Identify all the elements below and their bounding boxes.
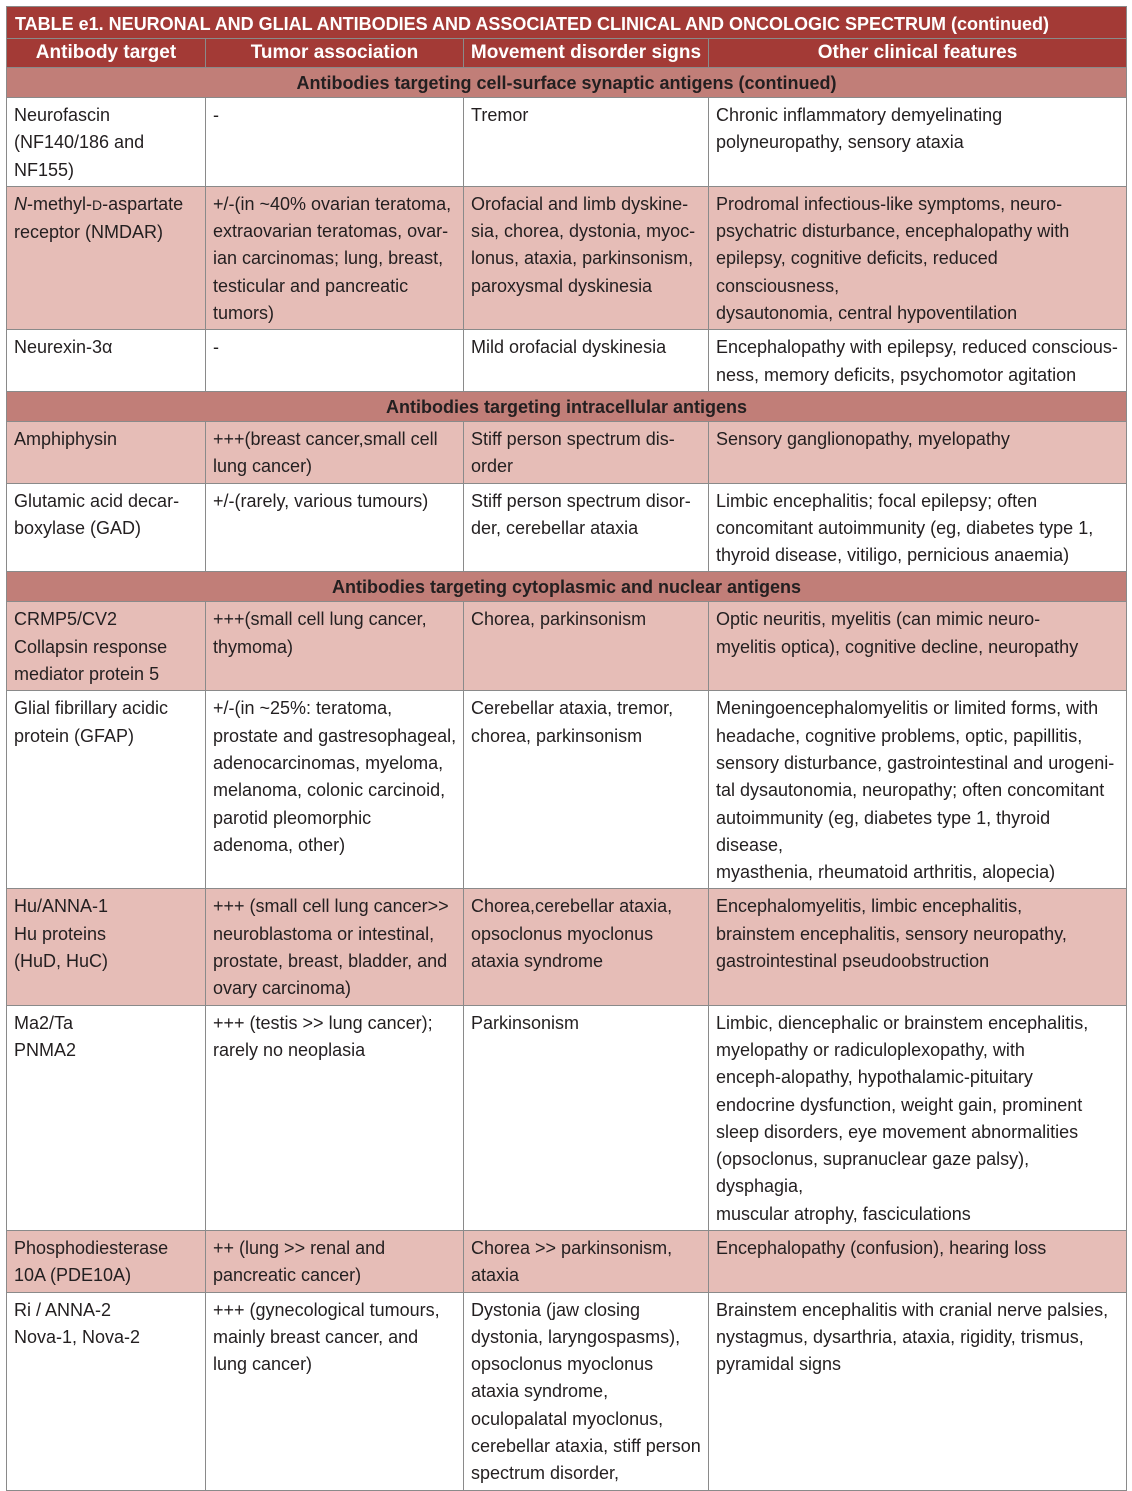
cell-line: adenocarcinomas, myeloma, xyxy=(213,752,444,773)
cell-line: +++ (testis >> lung cancer); xyxy=(213,1012,433,1033)
cell-line: - xyxy=(213,105,219,125)
cell-line: dystonia, laryngospasms), xyxy=(471,1326,681,1347)
table-container xyxy=(6,6,1126,1491)
table-title: TABLE e1. NEURONAL AND GLIAL ANTIBODIES AND ASSOCIATED CLINICAL AND ONCOLOGIC SPECTRUM (continued) xyxy=(7,7,1127,39)
cell-line: Parkinsonism xyxy=(471,1012,580,1033)
cell-movement-signs xyxy=(464,889,709,1005)
cell-line: sia, chorea, dystonia, myoc- xyxy=(471,221,696,242)
cell-line: melanoma, colonic carcinoid, xyxy=(213,780,446,801)
cell-antibody-target xyxy=(7,1230,206,1292)
cell-tumor-association xyxy=(206,602,464,691)
cell-tumor-association xyxy=(206,330,464,392)
cell-line: myasthenia, rheumatoid arthritis, alopecia) xyxy=(716,862,1056,883)
cell-tumor-association xyxy=(206,889,464,1005)
cell-line: rarely no neoplasia xyxy=(213,1039,366,1060)
cell-line: prostate, breast, bladder, and xyxy=(213,951,448,972)
cell-movement-signs xyxy=(464,602,709,691)
cell-line: concomitant autoimmunity (eg, diabetes type 1, xyxy=(716,517,1094,538)
cell-line: pyramidal signs xyxy=(716,1354,842,1375)
cell-line: Phosphodiesterase xyxy=(14,1237,169,1258)
cell-antibody-target xyxy=(7,889,206,1005)
cell-line: lonus, ataxia, parkinsonism, xyxy=(471,248,694,269)
cell-line: mediator protein 5 xyxy=(14,664,160,685)
cell-line: 10A (PDE10A) xyxy=(14,1265,132,1286)
cell-line: ++ (lung >> renal and xyxy=(213,1237,386,1258)
cell-line: prostate and gastresophageal, xyxy=(213,725,457,746)
cell-line: Stiff person spectrum dis- xyxy=(471,428,675,449)
cell-line: myelitis optica), cognitive decline, neuropathy xyxy=(716,636,1079,657)
cell-line: receptor (NMDAR) xyxy=(14,222,164,243)
cell-tumor-association xyxy=(206,1292,464,1490)
cell-line: enceph-alopathy, hypothalamic-pituitary xyxy=(716,1067,1033,1088)
header-other-clinical-features: Other clinical features xyxy=(709,39,1127,68)
cell-line: ian carcinomas; lung, breast, xyxy=(213,248,444,269)
cell-line: gastrointestinal pseudoobstruction xyxy=(716,951,990,972)
section-row xyxy=(7,68,1127,98)
cell-line: mainly breast cancer, and xyxy=(213,1326,419,1347)
cell-line: adenoma, other) xyxy=(213,834,346,855)
cell-other-features xyxy=(709,889,1127,1005)
cell-line: Encephalopathy with epilepsy, reduced conscious- xyxy=(716,337,1118,358)
section-row xyxy=(7,572,1127,602)
cell-line: headache, cognitive problems, optic, papillitis, xyxy=(716,725,1083,746)
cell-line: Limbic encephalitis; focal epilepsy; often xyxy=(716,490,1038,511)
cell-line: (HuD, HuC) xyxy=(14,951,109,972)
table-row-nmdar xyxy=(7,186,1127,329)
cell-line: psychatric disturbance, encephalopathy with xyxy=(716,221,1070,242)
cell-antibody-target xyxy=(7,1292,206,1490)
cell-line: +/-(in ~25%: teratoma, xyxy=(213,698,393,719)
cell-tumor-association xyxy=(206,691,464,889)
cell-line: endocrine dysfunction, weight gain, prominent xyxy=(716,1094,1083,1115)
table-row-neurexin xyxy=(7,330,1127,392)
cell-line: oculopalatal myoclonus, xyxy=(471,1408,664,1429)
cell-antibody-target xyxy=(7,421,206,483)
table-row-ma2 xyxy=(7,1005,1127,1230)
cell-text-smallcaps: D xyxy=(92,196,103,213)
cell-line: der, cerebellar ataxia xyxy=(471,517,639,538)
cell-line: pancreatic cancer) xyxy=(213,1265,362,1286)
cell-tumor-association xyxy=(206,1005,464,1230)
cell-antibody-target xyxy=(7,602,206,691)
table-row-hu xyxy=(7,889,1127,1005)
cell-line: Collapsin response xyxy=(14,636,168,657)
cell-movement-signs xyxy=(464,691,709,889)
cell-line: tal dysautonomia, neuropathy; often concomitant xyxy=(716,780,1105,801)
cell-tumor-association xyxy=(206,483,464,572)
cell-line: - xyxy=(213,337,219,358)
cell-line: epilepsy, cognitive deficits, reduced consciousness, xyxy=(716,248,998,296)
cell-line: (NF140/186 and NF155) xyxy=(14,132,145,180)
cell-line: extraovarian teratomas, ovar- xyxy=(213,221,449,242)
cell-movement-signs xyxy=(464,1292,709,1490)
cell-line: Encephalopathy (confusion), hearing loss xyxy=(716,1237,1047,1258)
cell-movement-signs xyxy=(464,330,709,392)
cell-line: +++(breast cancer,small cell xyxy=(213,428,438,449)
cell-tumor-association xyxy=(206,98,464,187)
cell-line: Stiff person spectrum disor- xyxy=(471,490,691,511)
cell-line: +++ (small cell lung cancer>> xyxy=(213,896,449,917)
section-cell-intracellular-antigens: Antibodies targeting intracellular antigens xyxy=(7,391,1127,421)
cell-line: CRMP5/CV2 xyxy=(14,609,118,630)
cell-line: dysautonomia, central hypoventilation xyxy=(716,303,1018,324)
cell-other-features xyxy=(709,483,1127,572)
cell-line: brainstem encephalitis, sensory neuropathy, xyxy=(716,923,1067,944)
cell-other-features xyxy=(709,691,1127,889)
cell-line: Ri / ANNA-2 xyxy=(14,1299,112,1320)
cell-line: Prodromal infectious-like symptoms, neuro- xyxy=(716,193,1063,214)
header-movement-disorder-signs: Movement disorder signs xyxy=(464,39,709,68)
cell-antibody-target xyxy=(7,691,206,889)
cell-line: tumors) xyxy=(213,303,275,324)
cell-line: opsoclonus myoclonus xyxy=(471,923,654,944)
cell-line: ataxia xyxy=(471,1265,520,1286)
cell-line: Encephalomyelitis, limbic encephalitis, xyxy=(716,896,1023,917)
cell-line: ness, memory deficits, psychomotor agitation xyxy=(716,364,1077,385)
cell-text: -methyl- xyxy=(27,193,93,214)
cell-line: Chorea >> parkinsonism, xyxy=(471,1237,673,1258)
cell-line: Amphiphysin xyxy=(14,428,118,449)
cell-line: lung cancer) xyxy=(213,1354,313,1375)
cell-line: +/-(rarely, various tumours) xyxy=(213,490,429,511)
header-tumor-association: Tumor association xyxy=(206,39,464,68)
cell-line: opsoclonus myoclonus xyxy=(471,1354,654,1375)
cell-other-features xyxy=(709,421,1127,483)
cell-line: order xyxy=(471,456,514,477)
cell-line: ovary carcinoma) xyxy=(213,978,352,999)
cell-line: Brainstem encephalitis with cranial nerve palsies, xyxy=(716,1299,1109,1320)
cell-other-features xyxy=(709,1005,1127,1230)
cell-line: Neurexin-3α xyxy=(14,337,113,358)
cell-movement-signs xyxy=(464,186,709,329)
table-row-pde10a xyxy=(7,1230,1127,1292)
cell-antibody-target xyxy=(7,483,206,572)
cell-line: thymoma) xyxy=(213,636,294,657)
cell-line: parotid pleomorphic xyxy=(213,807,372,828)
cell-line: protein (GFAP) xyxy=(14,725,135,746)
cell-other-features xyxy=(709,1292,1127,1490)
header-row xyxy=(7,39,1127,68)
cell-line: PNMA2 xyxy=(14,1039,77,1060)
table-title-row xyxy=(7,7,1127,39)
cell-line: thyroid disease, vitiligo, pernicious anaemia) xyxy=(716,545,1070,566)
cell-line: sleep disorders, eye movement abnormalities xyxy=(716,1121,1079,1142)
cell-antibody-target xyxy=(7,330,206,392)
cell-line: spectrum disorder, xyxy=(471,1463,620,1484)
cell-line: +++(small cell lung cancer, xyxy=(213,609,427,630)
cell-line: myelopathy or radiculoplexopathy, with xyxy=(716,1039,1025,1060)
cell-line: Mild orofacial dyskinesia xyxy=(471,337,667,358)
cell-other-features xyxy=(709,98,1127,187)
cell-line: muscular atrophy, fasciculations xyxy=(716,1203,971,1224)
cell-line: Chorea,cerebellar ataxia, xyxy=(471,896,673,917)
cell-antibody-target xyxy=(7,98,206,187)
cell-tumor-association xyxy=(206,186,464,329)
cell-line: Ma2/Ta xyxy=(14,1012,74,1033)
section-cell-surface-antigens: Antibodies targeting cell-surface synaptic antigens (continued) xyxy=(7,68,1127,98)
table-row-gfap xyxy=(7,691,1127,889)
cell-line: Chronic inflammatory demyelinating xyxy=(716,105,1003,125)
cell-line: +/-(in ~40% ovarian teratoma, xyxy=(213,193,452,214)
cell-line: lung cancer) xyxy=(213,456,313,477)
cell-movement-signs xyxy=(464,98,709,187)
cell-line: Orofacial and limb dyskine- xyxy=(471,193,689,214)
cell-line: Chorea, parkinsonism xyxy=(471,609,647,630)
cell-line: Cerebellar ataxia, tremor, xyxy=(471,698,674,719)
cell-line: Hu/ANNA-1 xyxy=(14,896,109,917)
cell-line: Neurofascin xyxy=(14,105,111,125)
cell-line: Tremor xyxy=(471,105,529,125)
section-row xyxy=(7,391,1127,421)
cell-antibody-target xyxy=(7,186,206,329)
cell-line: ataxia syndrome xyxy=(471,951,604,972)
cell-line: (opsoclonus, supranuclear gaze palsy), dysphagia, xyxy=(716,1149,1030,1197)
cell-line: nystagmus, dysarthria, ataxia, rigidity, trismus, xyxy=(716,1326,1084,1347)
cell-line: +++ (gynecological tumours, xyxy=(213,1299,440,1320)
cell-line: testicular and pancreatic xyxy=(213,275,409,296)
cell-line: chorea, parkinsonism xyxy=(471,725,643,746)
cell-line: Optic neuritis, myelitis (can mimic neuro- xyxy=(716,609,1041,630)
cell-other-features xyxy=(709,1230,1127,1292)
cell-antibody-target xyxy=(7,1005,206,1230)
cell-line: Sensory ganglionopathy, myelopathy xyxy=(716,428,1010,449)
cell-line: Hu proteins xyxy=(14,923,107,944)
section-cell-cytoplasmic-antigens: Antibodies targeting cytoplasmic and nuclear antigens xyxy=(7,572,1127,602)
cell-movement-signs xyxy=(464,421,709,483)
cell-other-features xyxy=(709,330,1127,392)
cell-other-features xyxy=(709,186,1127,329)
cell-line: Glial fibrillary acidic xyxy=(14,698,169,719)
cell-text: -aspartate xyxy=(102,193,184,214)
cell-movement-signs xyxy=(464,1230,709,1292)
cell-line: Dystonia (jaw closing xyxy=(471,1299,641,1320)
table-row-amphiphysin xyxy=(7,421,1127,483)
cell-movement-signs xyxy=(464,1005,709,1230)
table-row-gad xyxy=(7,483,1127,572)
cell-line: Glutamic acid decar- xyxy=(14,490,180,511)
cell-line: polyneuropathy, sensory ataxia xyxy=(716,132,964,153)
cell-text-italic: N xyxy=(14,193,27,214)
cell-tumor-association xyxy=(206,421,464,483)
cell-line: Meningoencephalomyelitis or limited forms, with xyxy=(716,698,1099,719)
cell-line: Limbic, diencephalic or brainstem encephalitis, xyxy=(716,1012,1089,1033)
cell-other-features xyxy=(709,602,1127,691)
cell-line: Nova-1, Nova-2 xyxy=(14,1326,141,1347)
cell-line: boxylase (GAD) xyxy=(14,517,142,538)
table-row-neurofascin xyxy=(7,98,1127,187)
cell-line: paroxysmal dyskinesia xyxy=(471,275,653,296)
table-row-crmp5 xyxy=(7,602,1127,691)
cell-line: neuroblastoma or intestinal, xyxy=(213,923,435,944)
cell-tumor-association xyxy=(206,1230,464,1292)
header-antibody-target: Antibody target xyxy=(7,39,206,68)
cell-line: ataxia syndrome, xyxy=(471,1381,609,1402)
cell-line: sensory disturbance, gastrointestinal and urogeni- xyxy=(716,752,1115,773)
cell-line: cerebellar ataxia, stiff person xyxy=(471,1436,701,1457)
cell-line: autoimmunity (eg, diabetes type 1, thyroid disease, xyxy=(716,807,1051,855)
antibody-table xyxy=(6,6,1127,1491)
cell-movement-signs xyxy=(464,483,709,572)
table-row-ri xyxy=(7,1292,1127,1490)
